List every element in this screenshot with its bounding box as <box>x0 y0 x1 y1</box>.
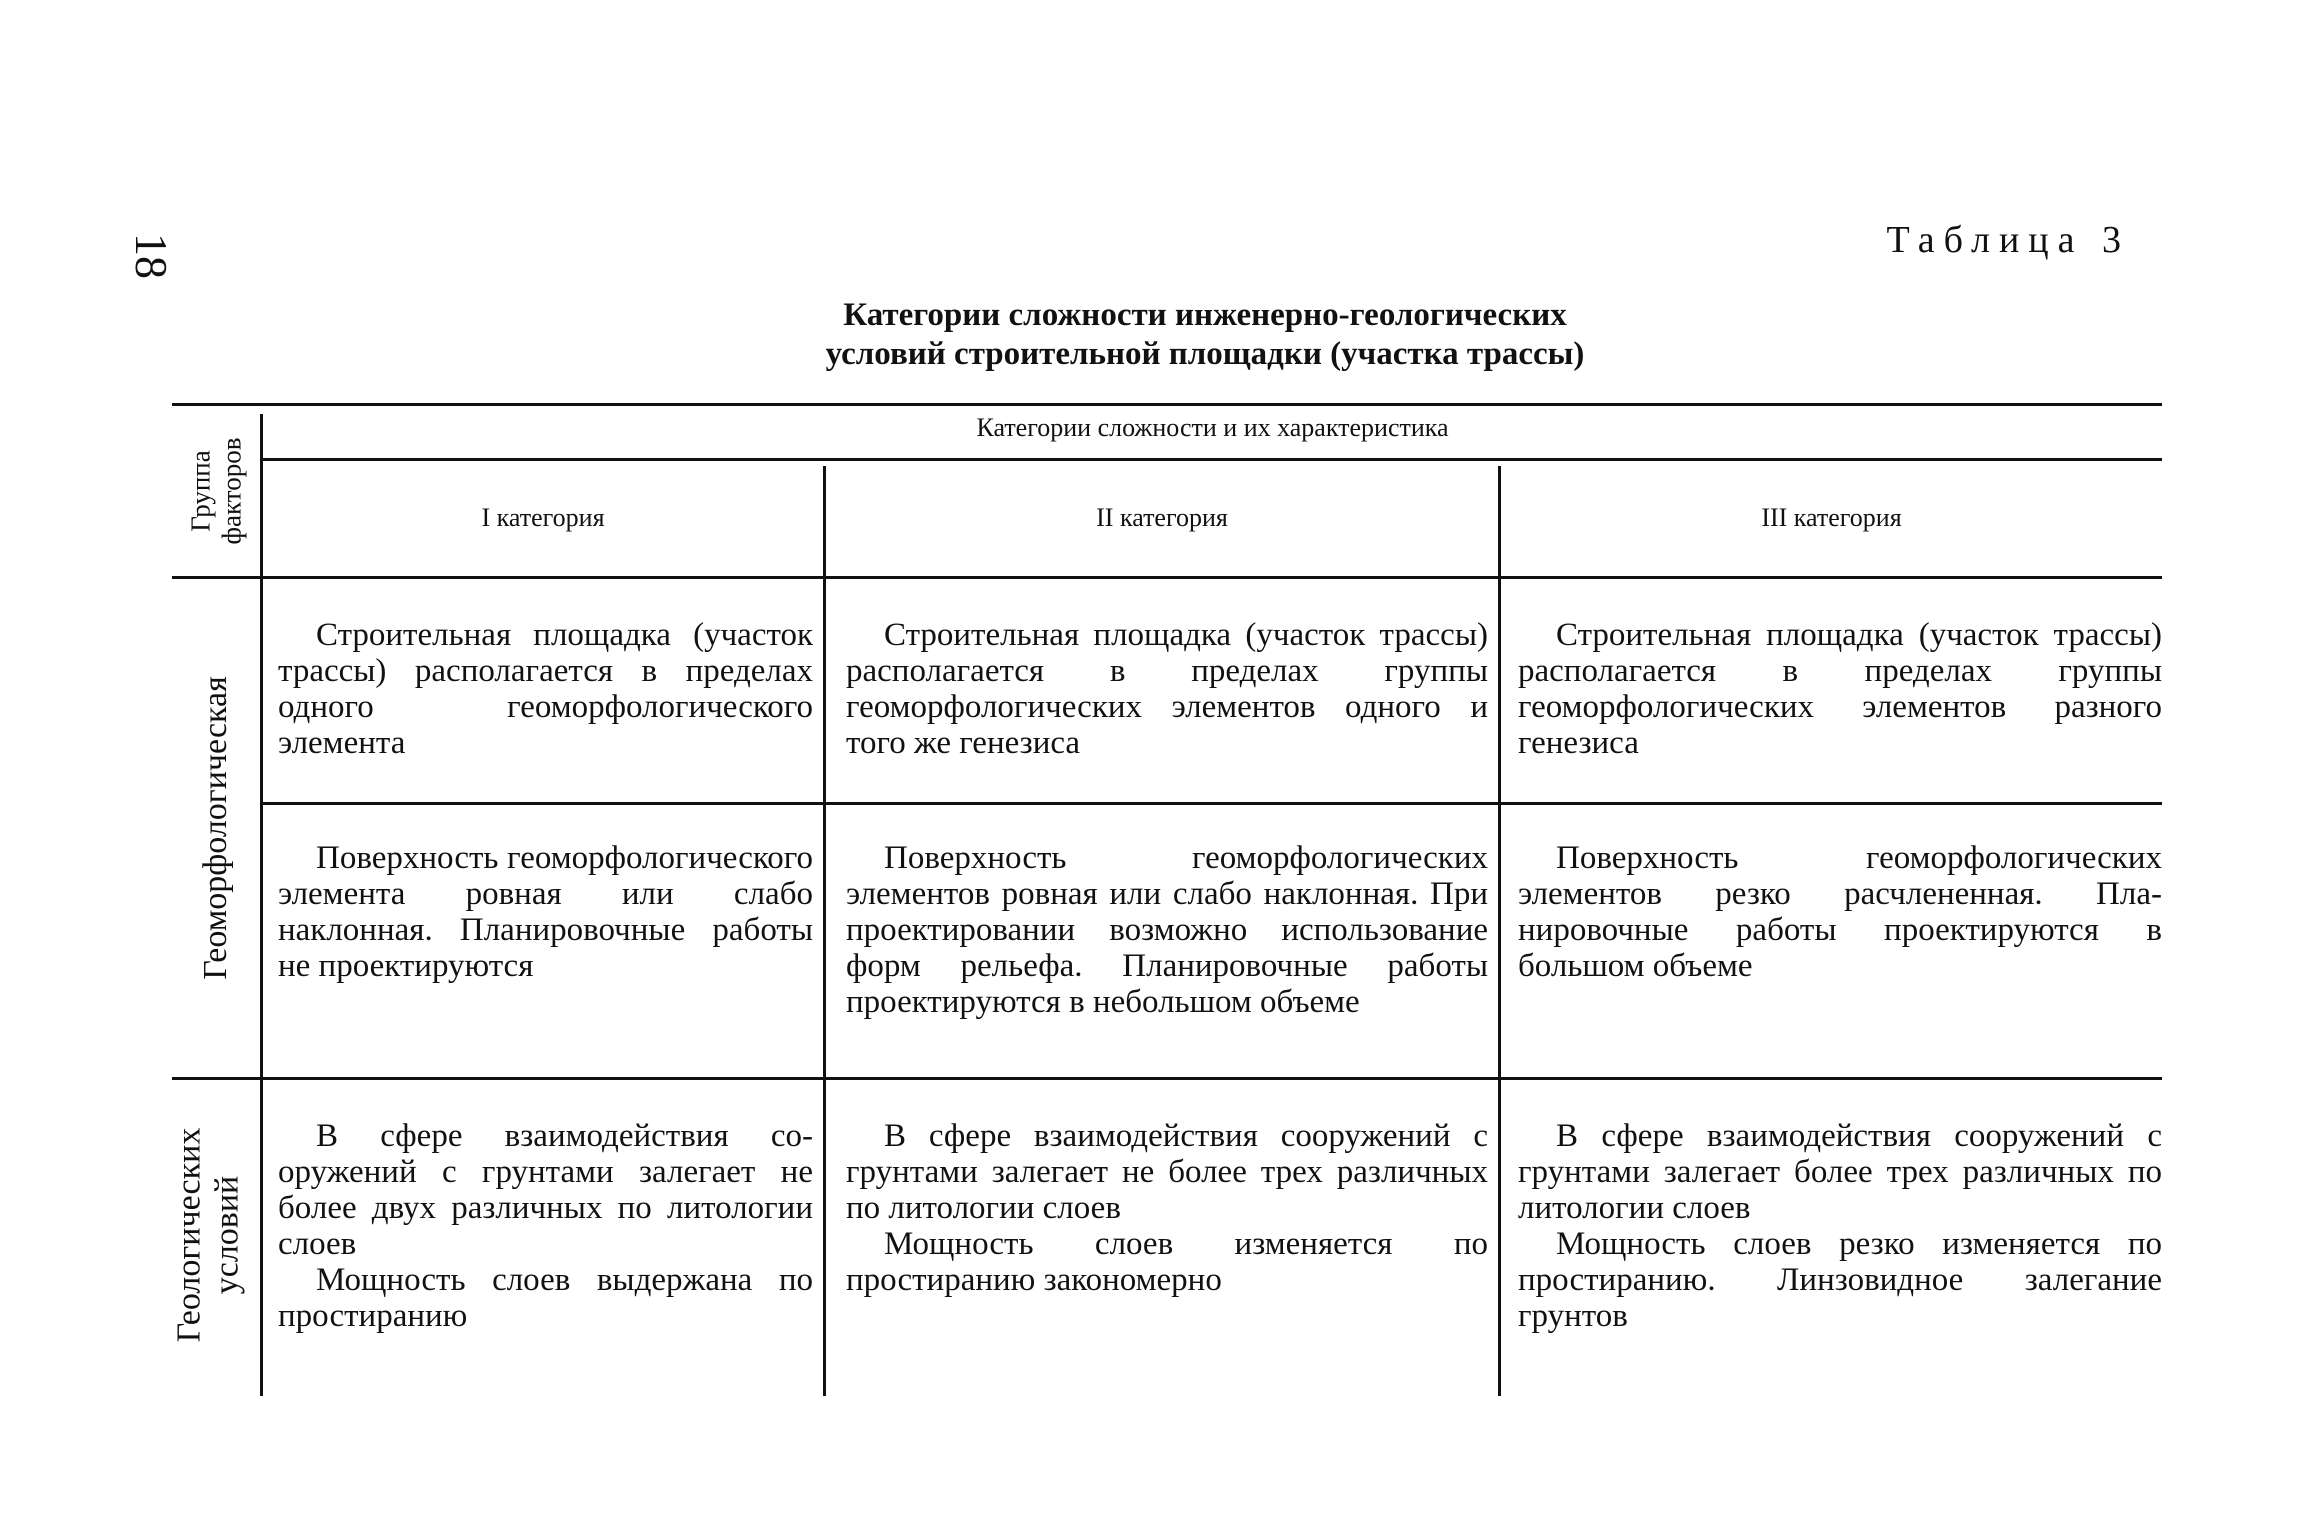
header-subrule <box>260 458 2162 461</box>
cell-paragraph: Мощность слоев резко изменяется по простиранию. Линзовидное залегание грунтов <box>1518 1226 2162 1334</box>
table-top-rule <box>172 403 2162 406</box>
cell-paragraph: Поверхность геоморфологических элементов резко расчлененная. Планировочные работы проектируются в большом объеме <box>1518 840 2162 984</box>
cell-paragraph: Мощность слоев изменяется по простиранию закономерно <box>846 1226 1488 1298</box>
cell-paragraph: Мощность слоев выдержана по простиранию <box>278 1262 813 1334</box>
page-number: 18 <box>126 233 178 279</box>
cell-paragraph: Строительная площадка (участок трассы) располагается в пределах одного геоморфологического элемента <box>278 617 813 761</box>
group-header-line: факторов <box>216 437 246 545</box>
column-header-3: III категория <box>1761 503 1902 532</box>
table-cell <box>846 1118 1488 1298</box>
table-cell <box>278 617 813 761</box>
header-bottom-rule <box>172 576 2162 579</box>
column-header-1: I категория <box>481 503 605 532</box>
column-header-2: II категория <box>1096 503 1228 532</box>
table-title-line: условий строительной площадки (участка трассы) <box>825 336 1585 372</box>
table-title-line: Категории сложности инженерно-геологических <box>843 297 1567 333</box>
table-cell <box>1518 617 2162 761</box>
group-header-line: Группа <box>185 450 215 532</box>
group-column-rule <box>260 414 263 1396</box>
group-label-geological <box>156 1085 260 1385</box>
group-label-geomorphological <box>172 579 260 1077</box>
cell-paragraph: В сфере взаимодействия сооружений с грунтами залегает не более двух различных по литологии слоев <box>278 1118 813 1262</box>
group-label-line: условий <box>208 1175 246 1295</box>
row-divider <box>263 802 2162 805</box>
cell-paragraph: В сфере взаимодействия сооружений с грунтами залегает более трех различных по литологии слоев <box>1518 1118 2162 1226</box>
categories-header: Категории сложности и их характеристика <box>976 413 1449 442</box>
table-cell <box>846 840 1488 1020</box>
table-label: Таблица 3 <box>1886 219 2130 261</box>
table-cell <box>1518 1118 2162 1334</box>
column-rule <box>823 466 826 1396</box>
table-cell <box>846 617 1488 761</box>
cell-paragraph: Строительная площадка (участок трассы) располагается в пределах группы геоморфологических элементов разного генезиса <box>1518 617 2162 761</box>
group-label-line: Геологических <box>170 1127 208 1343</box>
column-rule <box>1498 466 1501 1396</box>
cell-paragraph: Поверхность геоморфологического элемента ровная или слабо наклонная. Планировочные работы не проектируются <box>278 840 813 984</box>
table-cell <box>1518 840 2162 984</box>
group-label-line: Геоморфологическая <box>197 676 235 980</box>
group-header <box>172 406 260 576</box>
cell-paragraph: Строительная площадка (участок трассы) располагается в пределах группы геоморфологических элементов одного и того же генезиса <box>846 617 1488 761</box>
cell-paragraph: Поверхность геоморфологических элементов ровная или слабо наклонная. При проектировании возможно использование форм рельефа. Планировочные работы проектируются в небольшом объеме <box>846 840 1488 1020</box>
table-cell <box>278 1118 813 1334</box>
group-divider <box>172 1077 2162 1080</box>
table-cell <box>278 840 813 984</box>
table-title <box>540 296 1870 374</box>
cell-paragraph: В сфере взаимодействия сооружений с грунтами залегает не более трех различных по литологии слоев <box>846 1118 1488 1226</box>
